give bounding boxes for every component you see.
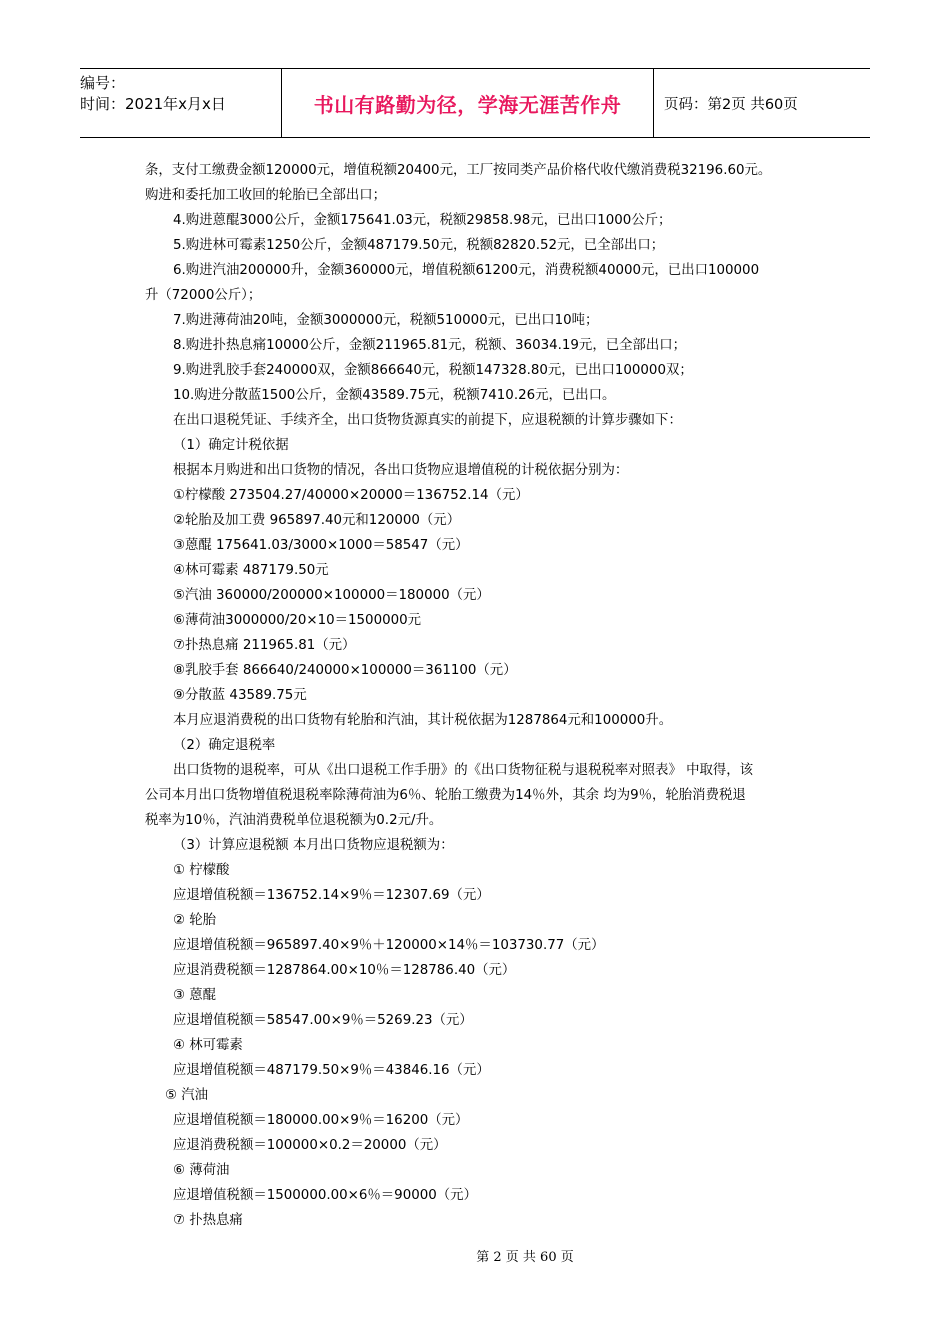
body-line: 出口货物的退税率，可从《出口退税工作手册》的《出口货物征税与退税税率对照表》 中取得，该 xyxy=(173,763,754,778)
header-page-cell xyxy=(654,69,870,137)
body-line: 本月应退消费税的出口货物有轮胎和汽油，其计税依据为1287864元和100000升。 xyxy=(173,713,673,728)
list-item: ④林可霉素 487179.50元 xyxy=(173,563,329,578)
body-line: 应退消费税额＝100000×0.2＝20000（元） xyxy=(173,1138,447,1153)
list-item: ⑦扑热息痛 211965.81（元） xyxy=(173,638,356,653)
list-item: ⑤ 汽油 xyxy=(165,1088,209,1103)
body-line: 应退消费税额＝1287864.00×10％＝128786.40（元） xyxy=(173,963,516,978)
list-item: ②轮胎及加工费 965897.40元和120000（元） xyxy=(173,513,461,528)
page-header xyxy=(80,68,870,138)
body-line: 应退增值税额＝58547.00×9％＝5269.23（元） xyxy=(173,1013,473,1028)
body-line: 5.购进林可霉素1250公斤，金额487179.50元，税额82820.52元，已全部出口； xyxy=(173,238,665,253)
body-line: 8.购进扑热息痛10000公斤，金额211965.81元，税额、36034.19元，已全部出口； xyxy=(173,338,687,353)
body-line: 应退增值税额＝487179.50×9％＝43846.16（元） xyxy=(173,1063,490,1078)
body-line: 在出口退税凭证、手续齐全，出口货物货源真实的前提下，应退税额的计算步骤如下： xyxy=(173,413,682,428)
body-line: 公司本月出口货物增值税退税率除薄荷油为6％、轮胎工缴费为14％外，其余 均为9％，轮胎消费税退 xyxy=(145,788,746,803)
document-body xyxy=(145,158,825,1233)
page-footer xyxy=(0,1246,950,1265)
body-line: 购进和委托加工收回的轮胎已全部出口； xyxy=(145,188,387,203)
body-line: 4.购进蒽醌3000公斤，金额175641.03元，税额29858.98元，已出口1000公斤； xyxy=(173,213,672,228)
footer-page-number: 第 2 页 共 60 页 xyxy=(476,1250,574,1265)
section-heading: （3）计算应退税额 本月出口货物应退税额为： xyxy=(173,838,454,853)
list-item: ③蒽醌 175641.03/3000×1000＝58547（元） xyxy=(173,538,469,553)
section-heading: （1）确定计税依据 xyxy=(173,438,289,453)
list-item: ⑦ 扑热息痛 xyxy=(173,1213,243,1228)
header-page-info: 页码：第2页 共60页 xyxy=(664,96,798,113)
body-line: 应退增值税额＝180000.00×9％＝16200（元） xyxy=(173,1113,469,1128)
list-item: ①柠檬酸 273504.27/40000×20000＝136752.14（元） xyxy=(173,488,529,503)
list-item: ④ 林可霉素 xyxy=(173,1038,243,1053)
list-item: ⑥ 薄荷油 xyxy=(173,1163,230,1178)
list-item: ⑧乳胶手套 866640/240000×100000＝361100（元） xyxy=(173,663,517,678)
body-line: 应退增值税额＝136752.14×9％＝12307.69（元） xyxy=(173,888,490,903)
body-line: 应退增值税额＝1500000.00×6％＝90000（元） xyxy=(173,1188,477,1203)
section-heading: （2）确定退税率 xyxy=(173,738,276,753)
body-line: 税率为10％，汽油消费税单位退税额为0.2元/升。 xyxy=(145,813,443,828)
header-slogan: 书山有路勤为径，学海无涯苦作舟 xyxy=(313,92,622,117)
document-number-label: 编号： xyxy=(80,74,126,92)
list-item: ③ 蒽醌 xyxy=(173,988,217,1003)
body-line: 根据本月购进和出口货物的情况，各出口货物应退增值税的计税依据分别为： xyxy=(173,463,629,478)
list-item: ① 柠檬酸 xyxy=(173,863,230,878)
header-meta-cell xyxy=(80,69,282,137)
body-line: 条，支付工缴费金额120000元，增值税额20400元，工厂按同类产品价格代收代缴消费税32196.60元。 xyxy=(145,163,772,178)
body-line: 升（72000公斤）； xyxy=(145,288,262,303)
header-slogan-cell xyxy=(282,69,654,137)
body-line: 7.购进薄荷油20吨，金额3000000元，税额510000元，已出口10吨； xyxy=(173,313,599,328)
document-date: 时间：2021年x月x日 xyxy=(80,95,226,113)
body-line: 应退增值税额＝965897.40×9％＋120000×14％＝103730.77（元） xyxy=(173,938,605,953)
list-item: ⑤汽油 360000/200000×100000＝180000（元） xyxy=(173,588,490,603)
list-item: ⑥薄荷油3000000/20×10＝1500000元 xyxy=(173,613,422,628)
body-line: 9.购进乳胶手套240000双，金额866640元，税额147328.80元，已出口100000双； xyxy=(173,363,693,378)
list-item: ⑨分散蓝 43589.75元 xyxy=(173,688,307,703)
body-line: 6.购进汽油200000升，金额360000元，增值税额61200元，消费税额40000元，已出口100000 xyxy=(173,263,760,278)
list-item: ② 轮胎 xyxy=(173,913,217,928)
body-line: 10.购进分散蓝1500公斤，金额43589.75元，税额7410.26元，已出口。 xyxy=(173,388,616,403)
